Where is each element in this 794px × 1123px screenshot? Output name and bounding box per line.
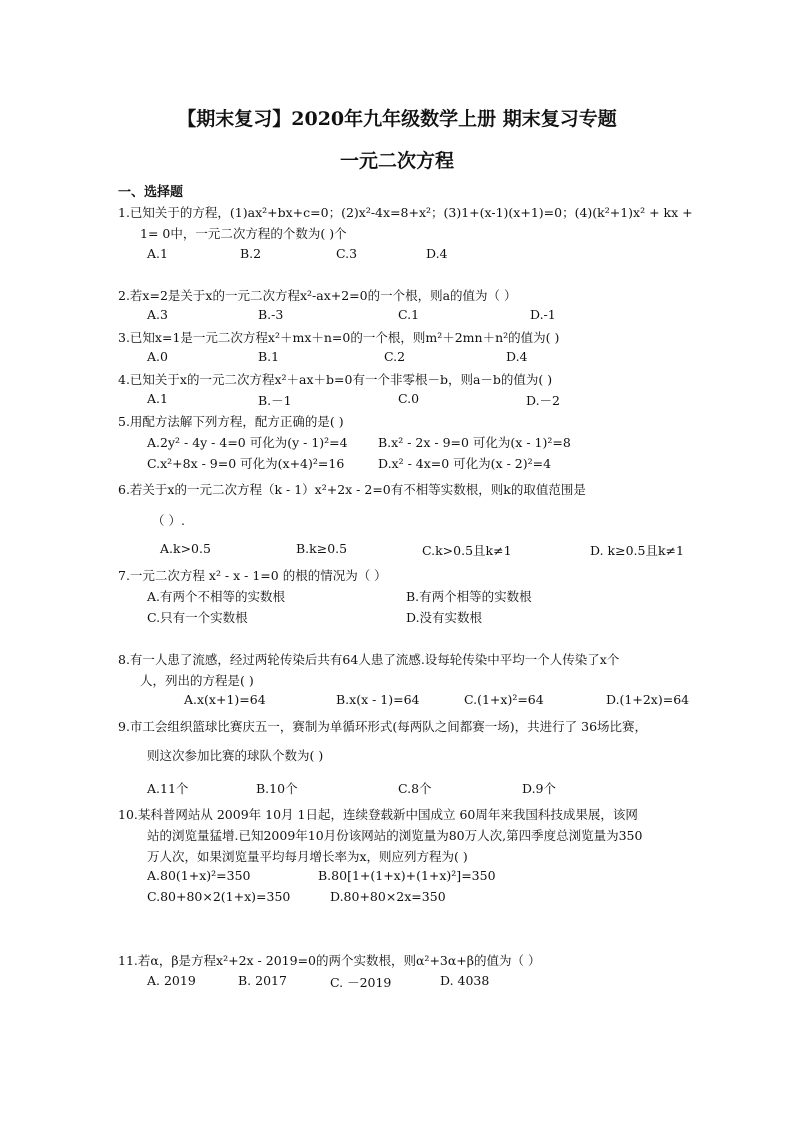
question-2-option-c: C.1 xyxy=(398,307,420,322)
question-3-option-c: C.2 xyxy=(384,349,406,364)
question-2-option-b: B.-3 xyxy=(258,307,284,322)
question-11-option-b: B. 2017 xyxy=(238,973,287,988)
question-4-option-b: B.－1 xyxy=(258,393,292,408)
question-4-option-d: D.－2 xyxy=(526,393,561,408)
question-7-option-c: C.只有一个实数根 xyxy=(147,610,248,625)
question-9-option-b: B.10个 xyxy=(256,781,298,796)
question-1-option-d: D.4 xyxy=(426,246,448,261)
document-title: 【期末复习】2020年九年级数学上册 期末复习专题 xyxy=(177,108,617,130)
question-1-option-a: A.1 xyxy=(147,246,168,261)
question-2-option-a: A.3 xyxy=(147,307,168,322)
question-6-option-a: A.k>0.5 xyxy=(160,541,211,556)
question-6-option-d: D. k≥0.5且k≠1 xyxy=(590,543,684,558)
question-8-stem-cont: 人，列出的方程是( ) xyxy=(140,673,254,688)
question-9-stem-cont: 则这次参加比赛的球队个数为( ) xyxy=(147,748,324,763)
question-10-stem-cont1: 站的浏览量猛增.已知2009年10月份该网站的浏览量为80万人次,第四季度总浏览量为350 xyxy=(147,828,643,843)
question-10-option-d: D.80+80×2x=350 xyxy=(330,889,446,904)
question-7-option-b: B.有两个相等的实数根 xyxy=(406,589,532,604)
question-5-option-b: B.x² - 2x - 9=0 可化为(x - 1)²=8 xyxy=(378,435,571,450)
question-3-option-a: A.0 xyxy=(147,349,168,364)
question-4-stem: 4.已知关于x的一元二次方程x²＋ax＋b=0有一个非零根－b，则a－b的值为( ) xyxy=(118,372,553,387)
question-5-option-a: A.2y² - 4y - 4=0 可化为(y - 1)²=4 xyxy=(147,435,348,450)
question-4-option-a: A.1 xyxy=(147,391,168,406)
question-11-option-a: A. 2019 xyxy=(147,973,196,988)
question-9-option-a: A.11个 xyxy=(147,781,189,796)
question-3-stem: 3.已知x=1是一元二次方程x²＋mx＋n=0的一个根，则m²＋2mn＋n²的值为( ) xyxy=(118,330,560,345)
question-7-stem: 7.一元二次方程 x² - x - 1=0 的根的情况为（ ） xyxy=(118,568,387,583)
question-2-stem: 2.若x=2是关于x的一元二次方程x²-ax+2=0的一个根，则a的值为（ ） xyxy=(118,288,517,303)
question-11-stem: 11.若α，β是方程x²+2x - 2019=0的两个实数根，则α²+3α+β的值为（ ） xyxy=(118,953,541,968)
question-5-stem: 5.用配方法解下列方程，配方正确的是( ) xyxy=(118,414,344,429)
question-6-stem: 6.若关于x的一元二次方程（k - 1）x²+2x - 2=0有不相等实数根，则k的取值范围是 xyxy=(118,482,586,497)
question-10-stem: 10.某科普网站从 2009年 10月 1日起，连续登载新中国成立 60周年来我国科技成果展，该网 xyxy=(118,807,638,822)
question-4-option-c: C.0 xyxy=(398,391,420,406)
question-1-option-b: B.2 xyxy=(240,246,262,261)
question-8-option-d: D.(1+2x)=64 xyxy=(606,692,690,707)
question-1-stem-cont: 1= 0中，一元二次方程的个数为( )个 xyxy=(140,226,347,241)
question-8-option-c: C.(1+x)²=64 xyxy=(464,692,544,707)
question-3-option-b: B.1 xyxy=(258,349,280,364)
section-heading-choice: 一、选择题 xyxy=(118,185,184,200)
question-7-option-a: A.有两个不相等的实数根 xyxy=(147,589,286,604)
question-10-option-c: C.80+80×2(1+x)=350 xyxy=(147,889,291,904)
question-11-option-c: C. －2019 xyxy=(330,975,392,990)
document-subtitle: 一元二次方程 xyxy=(339,150,454,172)
question-11-option-d: D. 4038 xyxy=(440,973,490,988)
question-7-option-d: D.没有实数根 xyxy=(406,610,483,625)
question-10-option-b: B.80[1+(1+x)+(1+x)²]=350 xyxy=(318,868,496,883)
question-8-stem: 8.有一人患了流感，经过两轮传染后共有64人患了流感.设每轮传染中平均一个人传染了x个 xyxy=(118,652,620,667)
question-6-answer-blank: （ ）. xyxy=(152,513,185,528)
question-8-option-b: B.x(x - 1)=64 xyxy=(336,692,420,707)
question-10-stem-cont2: 万人次，如果浏览量平均每月增长率为x，则应列方程为( ) xyxy=(147,849,468,864)
question-1-option-c: C.3 xyxy=(336,246,358,261)
question-2-option-d: D.-1 xyxy=(530,307,556,322)
question-10-option-a: A.80(1+x)²=350 xyxy=(147,868,251,883)
question-8-option-a: A.x(x+1)=64 xyxy=(184,692,266,707)
question-1-stem: 1.已知关于的方程，(1)ax²+bx+c=0；(2)x²-4x=8+x²；(3)1+(x-1)(x+1)=0；(4)(k²+1)x² + kx + xyxy=(118,205,693,220)
question-6-option-c: C.k>0.5且k≠1 xyxy=(422,543,512,558)
question-5-option-c: C.x²+8x - 9=0 可化为(x+4)²=16 xyxy=(147,456,345,471)
question-9-option-d: D.9个 xyxy=(522,781,557,796)
question-3-option-d: D.4 xyxy=(506,349,528,364)
question-5-option-d: D.x² - 4x=0 可化为(x - 2)²=4 xyxy=(378,456,552,471)
question-9-stem: 9.市工会组织篮球比赛庆五一，赛制为单循环形式(每两队之间都赛一场)，共进行了 36场比赛， xyxy=(118,719,648,734)
question-6-option-b: B.k≥0.5 xyxy=(296,541,348,556)
question-9-option-c: C.8个 xyxy=(398,781,432,796)
